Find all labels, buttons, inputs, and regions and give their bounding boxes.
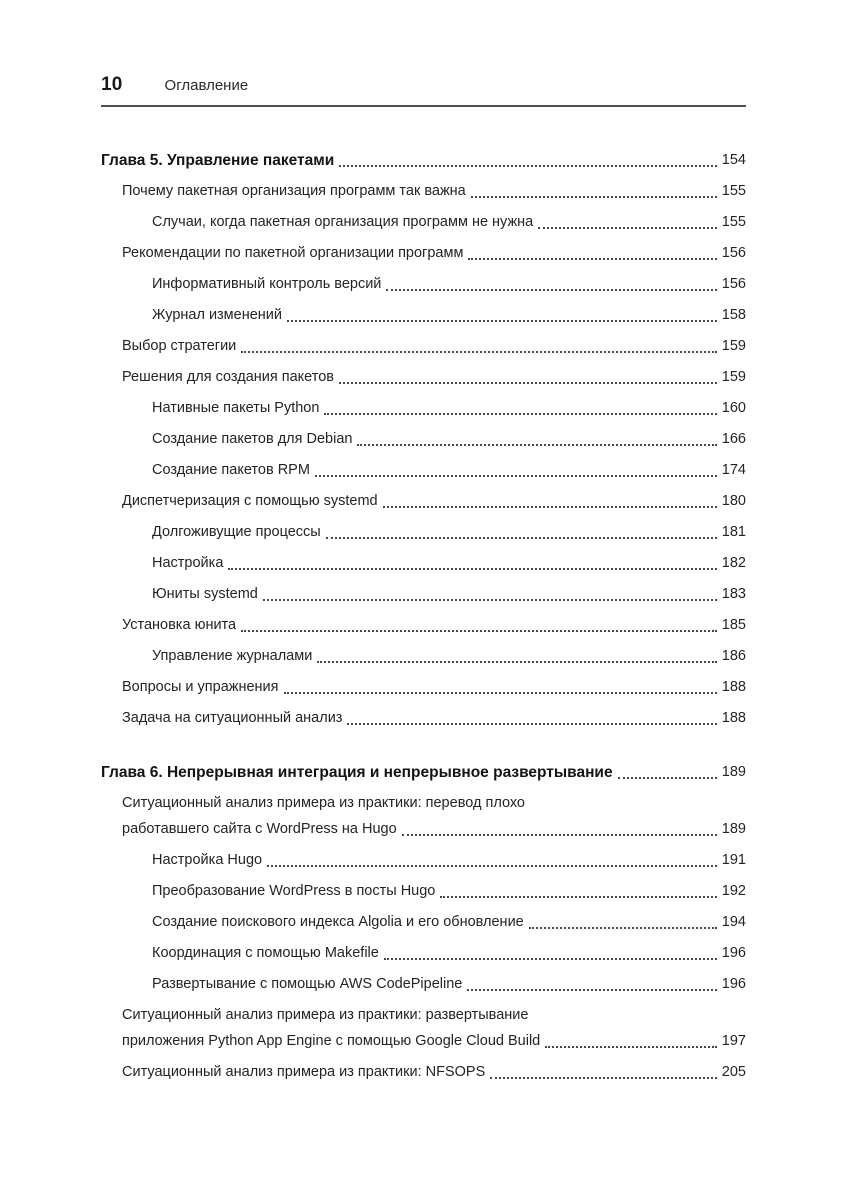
toc-entry[interactable]: [101, 850, 746, 871]
toc-entry-label: Рекомендации по пакетной организации программ: [122, 245, 464, 261]
toc-entry[interactable]: [101, 460, 746, 481]
toc-entry-label: Создание поискового индекса Algolia и его обновление: [152, 914, 524, 930]
running-head: [101, 74, 746, 97]
toc-entry-page: 181: [721, 524, 746, 540]
toc-entry-page: 155: [721, 183, 746, 199]
dot-leader: [263, 599, 717, 601]
page-content: [101, 74, 746, 1083]
toc-entry[interactable]: [101, 974, 746, 995]
toc-entry[interactable]: [101, 398, 746, 419]
toc-entry-page: 188: [721, 679, 746, 695]
toc-entry-label: работавшего сайта с WordPress на Hugo: [122, 821, 397, 837]
dot-leader: [467, 989, 716, 991]
toc-entry[interactable]: [101, 943, 746, 964]
toc-entry-page: 159: [721, 369, 746, 385]
toc-entry-page: 205: [721, 1064, 746, 1080]
dot-leader: [402, 834, 717, 836]
toc-entry-page: 185: [721, 617, 746, 633]
toc-entry[interactable]: [101, 1031, 746, 1052]
toc-entry-page: 192: [721, 883, 746, 899]
toc-entry-page: 155: [721, 214, 746, 230]
toc-entry[interactable]: [101, 181, 746, 202]
toc-entry-page: 174: [721, 462, 746, 478]
dot-leader: [241, 351, 717, 353]
toc-entry-label: Вопросы и упражнения: [122, 679, 279, 695]
toc-entry[interactable]: [101, 274, 746, 295]
header-rule: [101, 105, 746, 107]
dot-leader: [386, 289, 716, 291]
toc-entry-page: 166: [721, 431, 746, 447]
page-number: 10: [101, 74, 123, 95]
toc-entry-page: 194: [721, 914, 746, 930]
toc-entry[interactable]: [101, 762, 746, 783]
toc-entry-page: 196: [721, 976, 746, 992]
dot-leader: [315, 475, 717, 477]
dot-leader: [324, 413, 716, 415]
dot-leader: [538, 227, 717, 229]
toc-entry[interactable]: [101, 522, 746, 543]
toc-entry-label: Диспетчеризация с помощью systemd: [122, 493, 378, 509]
toc-entry-label: Информативный контроль версий: [152, 276, 382, 292]
toc-entry[interactable]: [101, 553, 746, 574]
toc-entry-label: Задача на ситуационный анализ: [122, 710, 343, 726]
toc-entry-page: 159: [721, 338, 746, 354]
toc-entry[interactable]: [101, 1005, 746, 1026]
toc-entry[interactable]: [101, 336, 746, 357]
toc-entry-page: 158: [721, 307, 746, 323]
toc-entry-page: 182: [721, 555, 746, 571]
toc-entry[interactable]: [101, 1062, 746, 1083]
toc-entry[interactable]: [101, 367, 746, 388]
toc-entry[interactable]: [101, 305, 746, 326]
dot-leader: [284, 692, 717, 694]
toc-entry-label: Долгоживущие процессы: [152, 524, 321, 540]
dot-leader: [357, 444, 716, 446]
dot-leader: [267, 865, 717, 867]
toc-entry-page: 189: [721, 821, 746, 837]
toc-entry[interactable]: [101, 912, 746, 933]
toc-entry[interactable]: [101, 150, 746, 171]
dot-leader: [347, 723, 716, 725]
toc-entry-page: 188: [721, 710, 746, 726]
toc-entry-page: 160: [721, 400, 746, 416]
toc-entry-label: Решения для создания пакетов: [122, 369, 334, 385]
dot-leader: [471, 196, 717, 198]
toc-entry-label: Ситуационный анализ примера из практики: перевод плохо: [122, 795, 525, 811]
toc-entry-label: Глава 6. Непрерывная интеграция и непрерывное развертывание: [101, 764, 613, 781]
toc-entry-label: Преобразование WordPress в посты Hugo: [152, 883, 436, 899]
toc-entry-label: Создание пакетов RPM: [152, 462, 310, 478]
toc-entry-page: 156: [721, 276, 746, 292]
toc-entry[interactable]: [101, 881, 746, 902]
toc-entry[interactable]: [101, 708, 746, 729]
toc-entry-label: Установка юнита: [122, 617, 237, 633]
toc-entry-page: 189: [721, 764, 746, 780]
toc-entry-label: Выбор стратегии: [122, 338, 237, 354]
dot-leader: [384, 958, 717, 960]
toc-entry[interactable]: [101, 615, 746, 636]
toc-entry[interactable]: [101, 429, 746, 450]
toc-entry-label: Создание пакетов для Debian: [152, 431, 353, 447]
toc-entry-label: Настройка: [152, 555, 224, 571]
toc-entry-page: 154: [721, 152, 746, 168]
toc-entry-label: Глава 5. Управление пакетами: [101, 152, 335, 169]
toc-entry-label: приложения Python App Engine с помощью Google Cloud Build: [122, 1033, 541, 1049]
running-title: Оглавление: [164, 77, 249, 94]
toc-entry[interactable]: [101, 584, 746, 605]
dot-leader: [440, 896, 716, 898]
toc-list: [101, 150, 746, 1083]
toc-entry-page: 197: [721, 1033, 746, 1049]
dot-leader: [241, 630, 717, 632]
toc-entry-label: Юниты systemd: [152, 586, 258, 602]
dot-leader: [287, 320, 717, 322]
toc-entry-label: Ситуационный анализ примера из практики: NFSOPS: [122, 1064, 486, 1080]
toc-entry[interactable]: [101, 646, 746, 667]
toc-entry-label: Журнал изменений: [152, 307, 282, 323]
dot-leader: [383, 506, 717, 508]
toc-entry[interactable]: [101, 677, 746, 698]
toc-entry-label: Координация с помощью Makefile: [152, 945, 379, 961]
toc-entry-label: Случаи, когда пакетная организация программ не нужна: [152, 214, 534, 230]
toc-entry-label: Управление журналами: [152, 648, 313, 664]
dot-leader: [228, 568, 716, 570]
toc-entry[interactable]: [101, 212, 746, 233]
toc-entry[interactable]: [101, 491, 746, 512]
toc-entry-page: 186: [721, 648, 746, 664]
toc-entry[interactable]: [101, 819, 746, 840]
dot-leader: [529, 927, 717, 929]
dot-leader: [339, 382, 717, 384]
dot-leader: [326, 537, 717, 539]
toc-entry[interactable]: [101, 243, 746, 264]
toc-entry-label: Настройка Hugo: [152, 852, 263, 868]
toc-entry-page: 180: [721, 493, 746, 509]
toc-entry-page: 156: [721, 245, 746, 261]
toc-entry-label: Развертывание с помощью AWS CodePipeline: [152, 976, 463, 992]
dot-leader: [545, 1046, 717, 1048]
dot-leader: [317, 661, 716, 663]
dot-leader: [618, 777, 717, 779]
dot-leader: [490, 1077, 717, 1079]
toc-entry-page: 196: [721, 945, 746, 961]
toc-entry-label: Почему пакетная организация программ так важна: [122, 183, 466, 199]
dot-leader: [468, 258, 716, 260]
dot-leader: [339, 165, 717, 167]
toc-entry-label: Ситуационный анализ примера из практики: развертывание: [122, 1007, 529, 1023]
toc-entry-page: 191: [721, 852, 746, 868]
toc-entry-label: Нативные пакеты Python: [152, 400, 320, 416]
toc-entry-page: 183: [721, 586, 746, 602]
toc-entry[interactable]: [101, 793, 746, 814]
